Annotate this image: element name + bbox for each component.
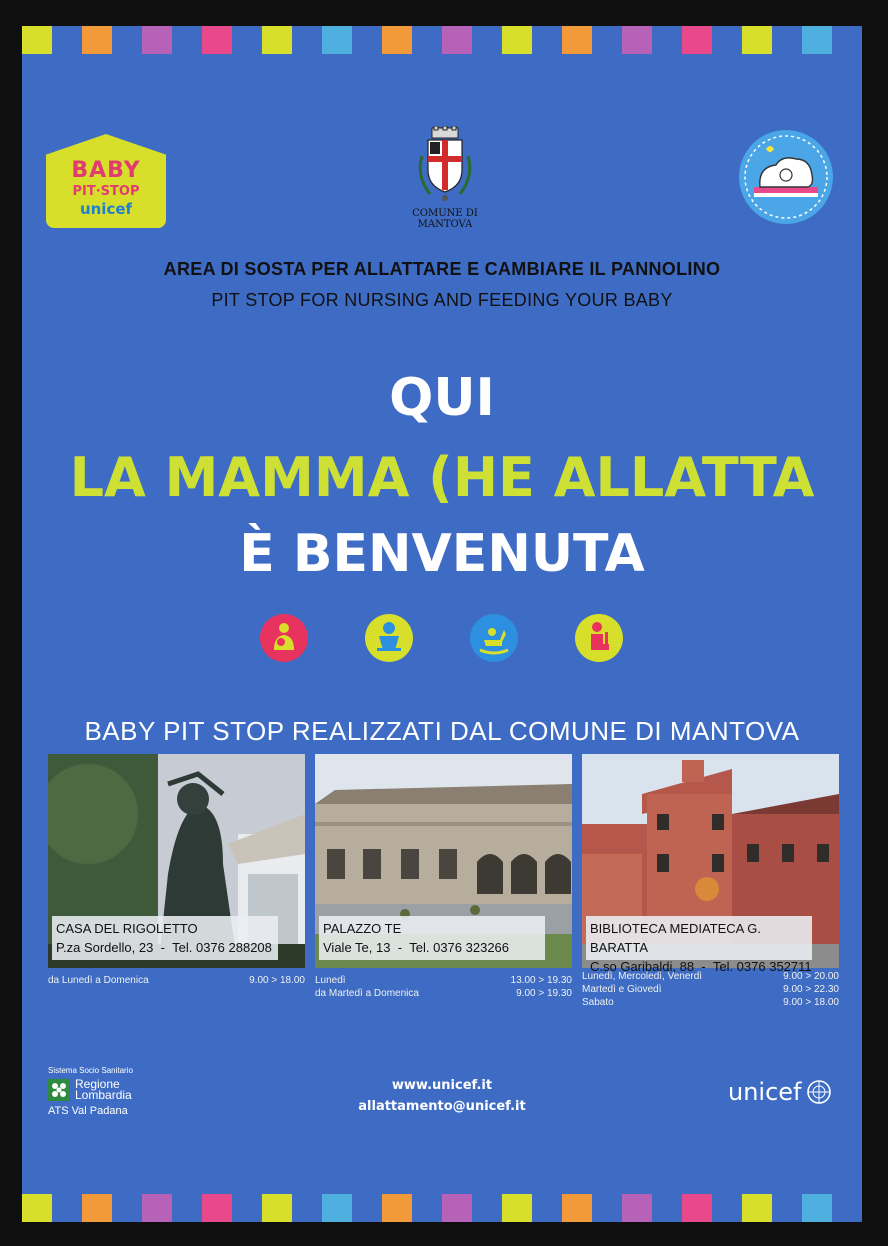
crest-icon [410, 126, 480, 206]
logo-line2: PIT·STOP [72, 184, 140, 199]
stripe-block [592, 26, 622, 54]
stripe-block [82, 1194, 112, 1222]
stripe-block [202, 26, 232, 54]
stripe-block [172, 1194, 202, 1222]
stripe-block [562, 26, 592, 54]
location-address-line: P.za Sordello, 23 - Tel. 0376 288208 [56, 940, 272, 955]
opening-hours [315, 974, 572, 1000]
service-icons [22, 614, 862, 664]
stripe-block [772, 26, 802, 54]
stripe-block [532, 1194, 562, 1222]
stripe-block [652, 1194, 682, 1222]
stripe-block [142, 26, 172, 54]
location-address: P.za Sordello, 23 [56, 940, 154, 955]
rigoletto-label [52, 916, 278, 960]
stripe-block [742, 26, 772, 54]
regione-text: Regione Lombardia [75, 1077, 132, 1102]
location-name: PALAZZO TE [323, 921, 402, 936]
stripe-block [232, 26, 262, 54]
stripe-block [832, 26, 862, 54]
crest-line2: MANTOVA [417, 219, 473, 230]
headline-line2: LA MAMMA (HE ALLATTA [69, 446, 815, 509]
stripe-block [712, 26, 742, 54]
stripe-block [502, 1194, 532, 1222]
stripe-block [232, 1194, 262, 1222]
hours-days: Sabato [582, 997, 614, 1008]
poster [22, 26, 862, 1222]
hours-days: Lunedì [315, 975, 346, 986]
hours-row [582, 983, 839, 996]
hours-row [582, 996, 839, 1009]
location-address: Viale Te, 13 [323, 940, 391, 955]
seated-mother-icon [575, 614, 623, 662]
stripe-block [172, 26, 202, 54]
stripe-block [22, 26, 52, 54]
stripe-block [802, 26, 832, 54]
crest-line1: COMUNE DI [412, 208, 478, 219]
stripe-block [622, 26, 652, 54]
stripe-block [442, 26, 472, 54]
hours-days: Martedì e Giovedì [582, 984, 662, 995]
stripe-block [742, 1194, 772, 1222]
location-name: BIBLIOTECA MEDIATECA G. BARATTA [590, 921, 761, 955]
hours-days: Lunedì, Mercoledì, Venerdì [582, 971, 703, 982]
stripe-block [682, 1194, 712, 1222]
stripe-block [622, 1194, 652, 1222]
stripe-block [412, 1194, 442, 1222]
logo-line1: BABY [71, 158, 141, 183]
stripe-block [592, 1194, 622, 1222]
stripe-block [382, 1194, 412, 1222]
stripe-block [502, 26, 532, 54]
stripe-block [292, 26, 322, 54]
bottom-color-stripe [22, 1194, 862, 1222]
opening-hours [48, 974, 305, 987]
stripe-block [22, 1194, 52, 1222]
stripe-block [352, 26, 382, 54]
hours-row [315, 987, 572, 1000]
stripe-block [712, 1194, 742, 1222]
stripe-block [352, 1194, 382, 1222]
baby-pit-stop-logo [46, 134, 166, 228]
hours-row [48, 974, 305, 987]
stripe-block [202, 1194, 232, 1222]
stripe-block [322, 1194, 352, 1222]
stripe-block [52, 26, 82, 54]
nursing-badge-icon [738, 129, 834, 225]
stripe-block [682, 26, 712, 54]
section-title: BABY PIT STOP REALIZZATI DAL COMUNE DI MANTOVA [84, 716, 800, 746]
unicef-wordmark: unicef [728, 1078, 802, 1106]
headline-line1: QUI [389, 368, 495, 428]
hours-days: da Martedì a Domenica [315, 988, 419, 999]
location-name: CASA DEL RIGOLETTO [56, 921, 198, 936]
top-color-stripe [22, 26, 862, 54]
subtitle-italian: AREA DI SOSTA PER ALLATTARE E CAMBIARE IL PANNOLINO [163, 259, 721, 279]
stripe-block [442, 1194, 472, 1222]
stripe-block [82, 26, 112, 54]
stripe-block [322, 26, 352, 54]
subtitle-english: PIT STOP FOR NURSING AND FEEDING YOUR BABY [211, 290, 673, 310]
location-address-line: C.so Garibaldi, 88 - Tel. 0376 352711 [590, 959, 812, 974]
headline-line3: È BENVENUTA [239, 524, 645, 584]
hours-time: 9.00 > 22.30 [783, 984, 839, 995]
hours-time: 13.00 > 19.30 [510, 975, 572, 986]
stripe-block [262, 26, 292, 54]
stripe-block [262, 1194, 292, 1222]
stripe-block [472, 1194, 502, 1222]
location-address: C.so Garibaldi, 88 [590, 959, 695, 974]
location-address-line: Viale Te, 13 - Tel. 0376 323266 [323, 940, 510, 955]
website-link[interactable]: www.unicef.it [391, 1078, 493, 1093]
baby-change-icon [365, 614, 413, 662]
stripe-block [832, 1194, 862, 1222]
palazzo-te-label [319, 916, 545, 960]
location-phone: Tel. 0376 323266 [409, 940, 510, 955]
stripe-block [292, 1194, 322, 1222]
hours-row [315, 974, 572, 987]
biblioteca-label [586, 916, 812, 974]
comune-mantova-crest [410, 126, 480, 236]
ats-small-text: Sistema Socio Sanitario [48, 1066, 133, 1075]
unicef-globe-icon [806, 1079, 832, 1105]
ats-name: ATS Val Padana [48, 1105, 128, 1117]
unicef-logo [728, 1078, 832, 1106]
hours-time: 9.00 > 18.00 [249, 975, 305, 986]
hours-row [582, 970, 839, 983]
hours-time: 9.00 > 19.30 [516, 988, 572, 999]
stripe-block [382, 26, 412, 54]
nursing-mother-icon [260, 614, 308, 662]
stripe-block [472, 26, 502, 54]
stripe-block [562, 1194, 592, 1222]
stripe-block [652, 26, 682, 54]
stripe-block [412, 26, 442, 54]
location-phone: Tel. 0376 288208 [172, 940, 272, 955]
opening-hours [582, 970, 839, 1009]
stripe-block [112, 26, 142, 54]
stripe-block [112, 1194, 142, 1222]
location-phone: Tel. 0376 352711 [712, 959, 812, 974]
logo-line3: unicef [79, 200, 133, 218]
stripe-block [52, 1194, 82, 1222]
stripe-block [142, 1194, 172, 1222]
hours-days: da Lunedì a Domenica [48, 975, 149, 986]
hours-time: 9.00 > 18.00 [783, 997, 839, 1008]
rocking-horse-icon [470, 614, 518, 662]
hours-time: 9.00 > 20.00 [783, 971, 839, 982]
stripe-block [772, 1194, 802, 1222]
stripe-block [802, 1194, 832, 1222]
email-link[interactable]: allattamento@unicef.it [358, 1099, 526, 1114]
stripe-block [532, 26, 562, 54]
